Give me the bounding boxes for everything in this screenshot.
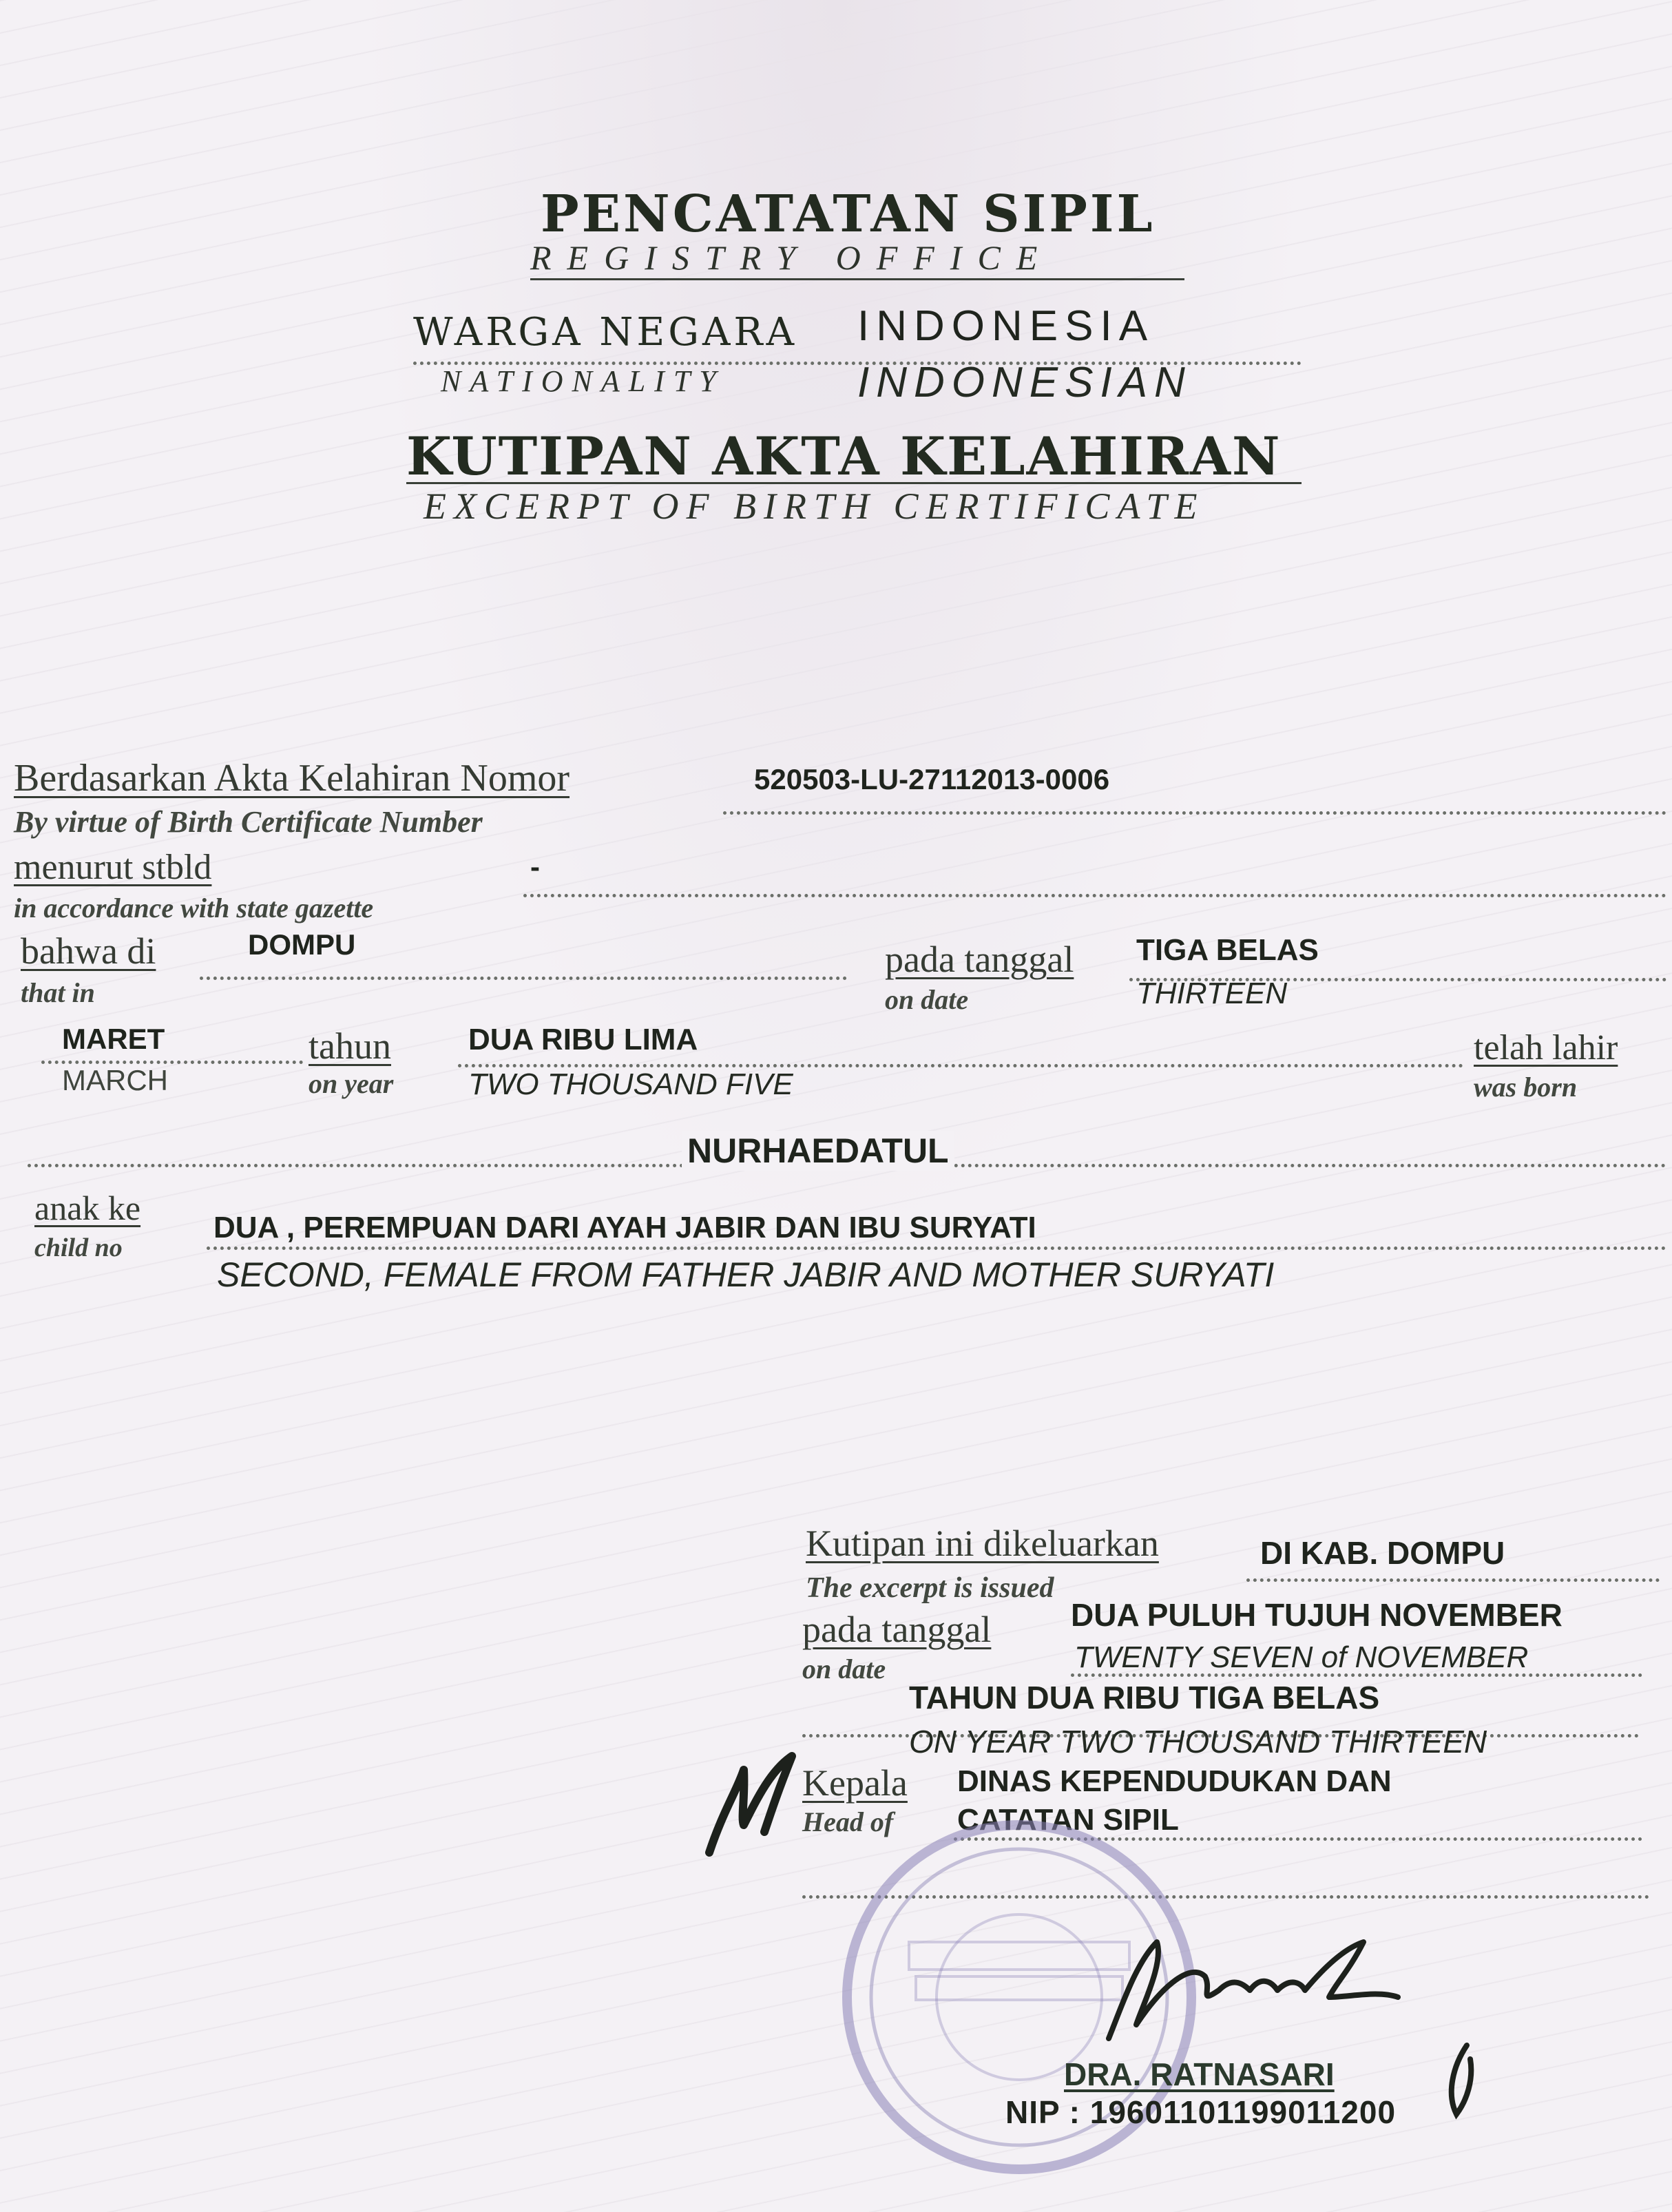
office-rule [530,278,1184,280]
place-value: DOMPU [248,928,356,961]
nationality-value-id: INDONESIA [857,302,1155,350]
born-label-en: was born [1474,1072,1578,1103]
child-no-label-en: child no [34,1233,123,1262]
year-value-en: TWO THOUSAND FIVE [468,1067,793,1101]
issue-date-value-en: TWENTY SEVEN of NOVEMBER [1074,1640,1529,1674]
nationality-label-en: NATIONALITY [441,364,725,398]
child-no-label-id: anak ke [34,1189,141,1227]
nationality-label-id: WARGA NEGARA [413,310,798,355]
child-description-id: DUA , PEREMPUAN DARI AYAH JABIR DAN IBU SURYATI [213,1211,1036,1244]
stbld-label-en: in accordance with state gazette [14,893,374,924]
day-value-en: THIRTEEN [1136,977,1288,1010]
year-label-en: on year [309,1068,394,1099]
issue-date-value-id: DUA PULUH TUJUH NOVEMBER [1071,1597,1563,1633]
issued-label-id: Kutipan ini dikeluarkan [806,1523,1159,1564]
month-value-id: MARET [62,1023,165,1055]
place-label-en: that in [21,977,95,1008]
title-rule [406,482,1302,484]
stbld-dots [523,894,1666,897]
office-title-id: PENCATATAN SIPIL [541,185,1156,244]
secondary-initial-mark [1432,2038,1487,2135]
cert-number-value: 520503-LU-27112013-0006 [754,763,1110,795]
born-label-id: telah lahir [1474,1028,1618,1067]
office-title-en: REGISTRY OFFICE [530,238,1054,277]
child-description-dots [207,1246,1666,1250]
cert-number-label-en: By virtue of Birth Certificate Number [14,805,483,839]
issued-place: DI KAB. DOMPU [1260,1535,1505,1571]
cert-number-label-id: Berdasarkan Akta Kelahiran Nomor [14,757,570,800]
date-label-en: on date [885,984,969,1015]
official-name: DRA. RATNASARI [1064,2056,1335,2092]
nationality-value-en: INDONESIAN [857,359,1192,406]
head-label-en: Head of [802,1806,894,1837]
stbld-label-id: menurut stbld [14,848,212,887]
day-value-id: TIGA BELAS [1136,933,1319,967]
issue-date-dots [1071,1673,1642,1677]
head-value-line2: CATATAN SIPIL [957,1803,1179,1837]
place-label-id: bahwa di [21,930,156,972]
month-value-en: MARCH [62,1064,168,1096]
child-description-en: SECOND, FEMALE FROM FATHER JABIR AND MOTHER SURYATI [217,1255,1275,1294]
stbld-value: - [530,851,540,883]
year-value-id: DUA RIBU LIMA [468,1023,698,1056]
child-name: NURHAEDATUL [682,1131,954,1171]
official-nip: NIP : 19601101199011200 [1005,2094,1397,2130]
official-signature [1095,1921,1412,2045]
issued-place-dots [1246,1578,1660,1582]
year-label-id: tahun [309,1025,391,1067]
cert-number-dots [723,811,1666,815]
head-label-id: Kepala [802,1762,908,1804]
date-label-id: pada tanggal [885,939,1074,980]
document-title-en: EXCERPT OF BIRTH CERTIFICATE [424,486,1205,527]
issue-date-label-en: on date [802,1653,886,1684]
place-dots [200,977,847,980]
issue-year-value-en: ON YEAR TWO THOUSAND THIRTEEN [909,1724,1487,1760]
issue-date-label-id: pada tanggal [802,1609,992,1650]
issued-label-en: The excerpt is issued [806,1572,1054,1604]
document-title-id: KUTIPAN AKTA KELAHIRAN [406,426,1282,487]
issue-year-value-id: TAHUN DUA RIBU TIGA BELAS [909,1680,1380,1715]
head-value-line1: DINAS KEPENDUDUKAN DAN [957,1764,1392,1798]
paraf-initial-mark [696,1749,806,1859]
